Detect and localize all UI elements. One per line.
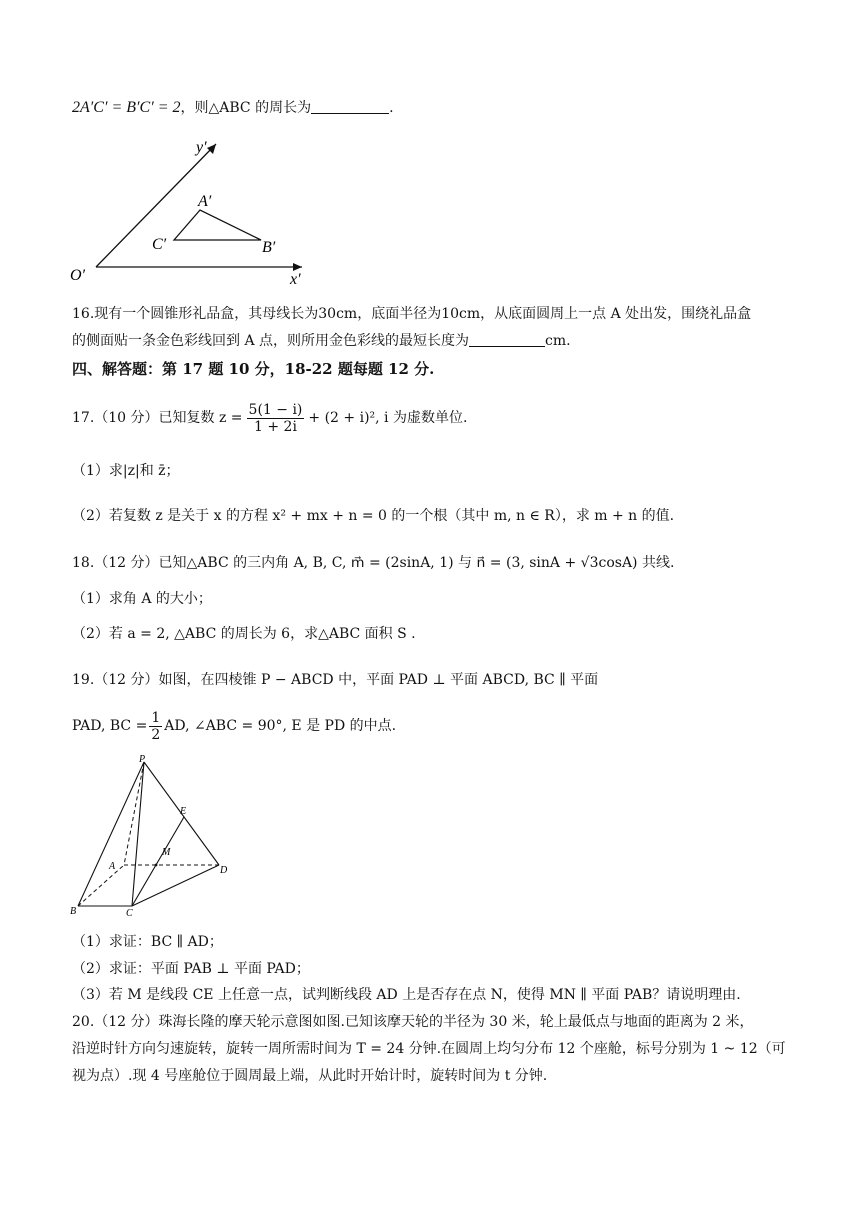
q16-line1: 16.现有一个圆锥形礼品盒，其母线长为30cm，底面半径为10cm，从底面圆周上一点 A 处出发，围绕礼品盒 (72, 306, 752, 322)
label-d: D (220, 865, 228, 876)
section-heading: 四、解答题：第 17 题 10 分，18-22 题每题 12 分. (72, 360, 435, 378)
label-a: A (109, 861, 116, 872)
q20-line2: 沿逆时针方向匀速旋转，旋转一周所需时间为 T = 24 分钟.在圆周上均匀分布 12 个座舱，标号分别为 1 ~ 12（可 (72, 1041, 786, 1057)
q17-suffix: + (2 + i)², i 为虚数单位. (308, 410, 468, 426)
q17-fraction (247, 402, 305, 435)
q18-part2: （2）若 a = 2, △ABC 的周长为 6，求△ABC 面积 S . (72, 626, 416, 642)
label-p: P (139, 754, 146, 765)
label-a-prime: A′ (198, 193, 212, 210)
q19-figure (64, 752, 244, 918)
label-b: B (70, 906, 77, 917)
label-c-prime: C′ (152, 236, 167, 253)
q15-math: 2A′C′ = B′C′ = 2 (72, 99, 181, 116)
q15-end: . (389, 100, 394, 116)
q15-text: ，则△ABC 的周长为 (180, 100, 312, 116)
q17-frac-num: 5(1 − i) (248, 401, 303, 418)
q19-part2: （2）求证：平面 PAB ⊥ 平面 PAD； (72, 961, 310, 977)
q19-part3: （3）若 M 是线段 CE 上任意一点，试判断线段 AD 上是否存在点 N，使得 MN ∥ 平面 PAB？请说明理由. (72, 987, 741, 1003)
q17-part1: （1）求|z|和 z̄； (72, 463, 180, 479)
q17-frac-den: 1 + 2i (254, 418, 297, 435)
q17-stem (72, 396, 467, 440)
q19-fraction (149, 710, 162, 743)
q19-part1: （1）求证：BC ∥ AD； (72, 934, 223, 950)
label-o-prime: O′ (70, 267, 86, 284)
q19-stem2 (72, 704, 396, 748)
label-b-prime: B′ (262, 239, 276, 256)
label-c: C (126, 908, 133, 918)
label-x-prime: x′ (290, 271, 301, 286)
q16-line2 (72, 331, 571, 351)
q18-part1: （1）求角 A 的大小； (72, 591, 212, 607)
label-y-prime: y′ (196, 139, 207, 156)
q15-figure (66, 134, 316, 286)
label-e: E (180, 806, 187, 817)
q17-prefix: 17.（10 分）已知复数 z = (72, 410, 243, 426)
q19-frac-den: 2 (151, 726, 161, 743)
q20-line1: 20.（12 分）珠海长隆的摩天轮示意图如图.已知该摩天轮的半径为 30 米，轮上最低点与地面的距离为 2 米， (72, 1014, 754, 1030)
q16-text: 的侧面贴一条金色彩线回到 A 点，则所用金色彩线的最短长度为 (72, 333, 470, 349)
q15-answer-blank (311, 99, 389, 114)
q16-unit: cm. (545, 333, 571, 349)
q19-stem1: 19.（12 分）如图，在四棱锥 P − ABCD 中，平面 PAD ⊥ 平面 ABCD, BC ∥ 平面 (72, 672, 599, 688)
label-m: M (162, 847, 171, 858)
q15-tail (72, 98, 394, 118)
q18-stem: 18.（12 分）已知△ABC 的三内角 A, B, C, m⃗ = (2sinA, 1) 与 n⃗ = (3, sinA + √3cosA) 共线. (72, 555, 675, 571)
q19-stem2-a: PAD, BC = (72, 718, 148, 734)
q19-frac-num: 1 (151, 709, 161, 726)
q17-part2: （2）若复数 z 是关于 x 的方程 x² + mx + n = 0 的一个根（其中 m, n ∈ R），求 m + n 的值. (72, 508, 675, 524)
q20-line3: 视为点）.现 4 号座舱位于圆周最上端，从此时开始计时，旋转时间为 t 分钟. (72, 1068, 548, 1084)
q19-stem2-b: AD, ∠ABC = 90°, E 是 PD 的中点. (164, 718, 397, 734)
q16-answer-blank (469, 332, 545, 347)
